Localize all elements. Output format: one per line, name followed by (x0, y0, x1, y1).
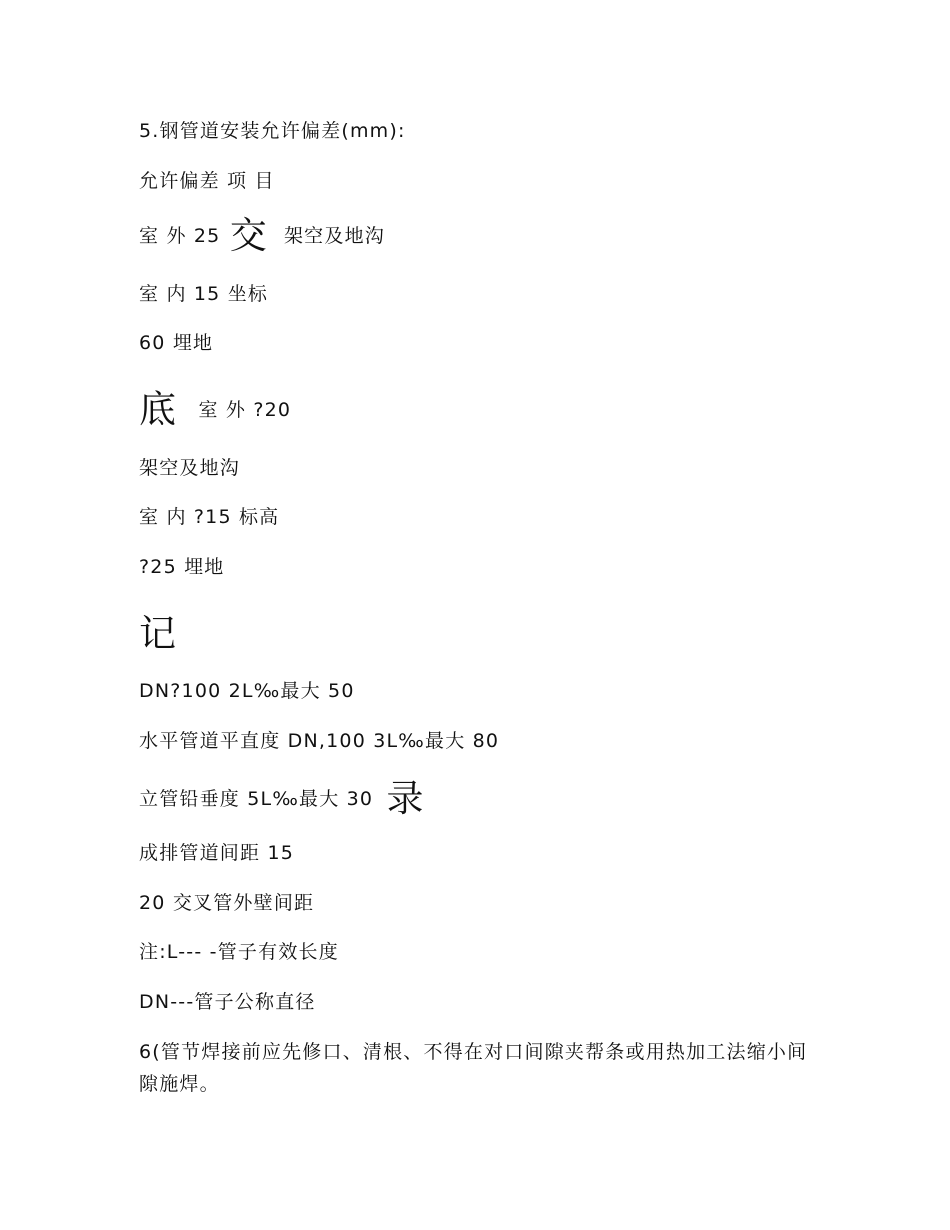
table-header-line: 允许偏差 项 目 (139, 170, 275, 192)
text-line-row-spacing: 成排管道间距 15 (139, 842, 295, 864)
text-segment: 室 外 ?20 (198, 399, 292, 421)
large-character: 录 (386, 777, 424, 820)
text-line-cross-spacing: 20 交叉管外壁间距 (139, 892, 315, 914)
text-line-horizontal-straightness: 水平管道平直度 DN,100 3L‰最大 80 (139, 730, 500, 752)
text-line-indoor-15: 室 内 15 坐标 (139, 283, 269, 305)
text-line-outdoor-25 (139, 214, 385, 257)
text-segment: 立管铅垂度 5L‰最大 30 (139, 788, 374, 810)
text-line-vertical-plumbness (139, 777, 433, 820)
large-character-line: 记 (139, 612, 178, 655)
text-segment: 架空及地沟 (283, 225, 385, 247)
large-character: 底 (139, 388, 178, 431)
note-line-diameter: DN---管子公称直径 (139, 991, 316, 1013)
text-line-overhead-trench: 架空及地沟 (139, 457, 241, 479)
large-character: 交 (229, 214, 267, 257)
text-line-buried-60: 60 埋地 (139, 332, 214, 354)
text-line-buried-25: ?25 埋地 (139, 556, 225, 578)
text-line-elevation-outdoor (139, 388, 292, 431)
text-line-dn100: DN?100 2L‰最大 50 (139, 680, 355, 702)
note-line-length: 注:L--- -管子有效长度 (139, 941, 339, 963)
text-line-indoor-elevation: 室 内 ?15 标高 (139, 506, 280, 528)
text-segment: 室 外 25 (139, 225, 221, 247)
section-heading: 5.钢管道安装允许偏差(mm): (139, 120, 406, 142)
paragraph-welding: 6(管节焊接前应先修口、清根、不得在对口间隙夹帮条或用热加工法缩小间隙施焊。 (139, 1041, 808, 1095)
